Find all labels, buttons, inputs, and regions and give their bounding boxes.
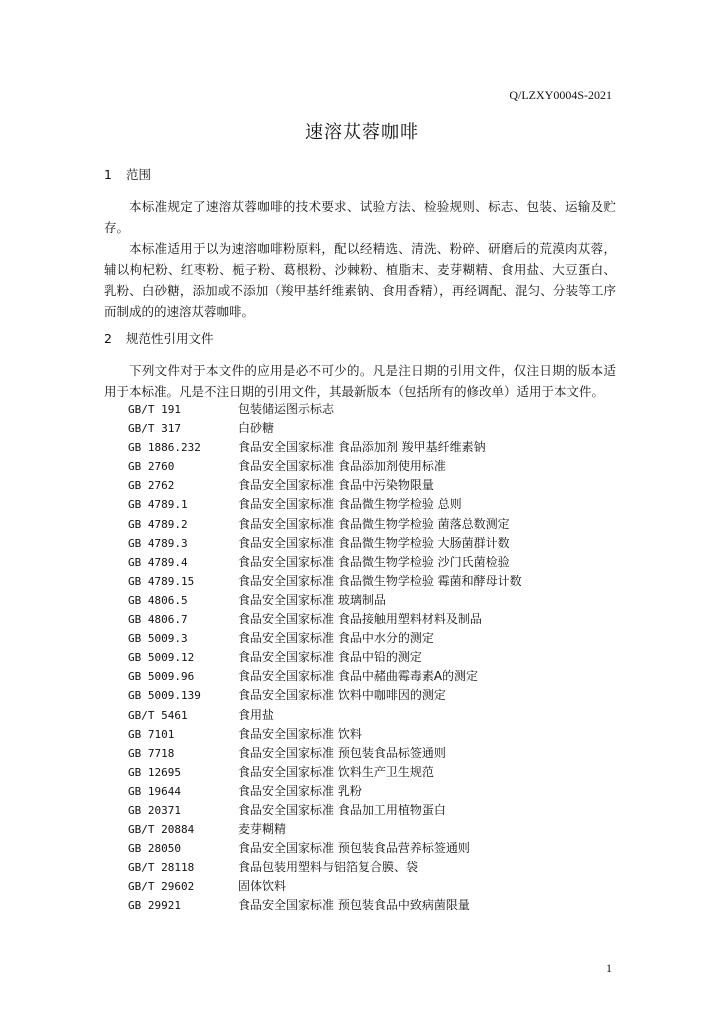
reference-name: 食品安全国家标准 预包装食品营养标签通则 [238, 841, 470, 856]
reference-item [128, 610, 522, 629]
reference-item [128, 648, 522, 667]
reference-item [128, 877, 522, 896]
reference-name: 食品安全国家标准 食品中水分的测定 [238, 631, 434, 646]
reference-item [128, 400, 522, 419]
scope-paragraph-2: 本标准适用于以为速溶咖啡粉原料，配以经精选、清洗、粉碎、研磨后的荒漠肉苁蓉，辅以枸杞粉、红枣粉、栀子粉、葛根粉、沙棘粉、植脂末、麦芽糊精、食用盐、大豆蛋白、乳粉、白砂糖，添加或不添加（羧甲基纤维素钠、食用香精），再经调配、混匀、分装等工序而制成的的速溶苁蓉咖啡。 [104, 241, 616, 319]
reference-code: GB/T 28118 [128, 861, 195, 875]
reference-item [128, 457, 522, 476]
reference-name: 包装储运图示标志 [238, 402, 335, 416]
reference-name: 食品安全国家标准 食品接触用塑料材料及制品 [238, 612, 482, 627]
reference-name: 食品安全国家标准 食品微生物学检验 总则 [238, 497, 462, 512]
reference-item [128, 476, 522, 495]
standard-code: Q/LZXY0004S-2021 [509, 88, 612, 102]
reference-item [128, 896, 522, 915]
reference-name: 食品安全国家标准 食品中污染物限量 [238, 478, 434, 493]
reference-name: 食品安全国家标准 预包装食品中致病菌限量 [238, 898, 470, 913]
reference-name: 食品安全国家标准 预包装食品标签通则 [238, 745, 446, 760]
reference-code: GB 2760 [128, 460, 175, 474]
reference-item [128, 858, 522, 877]
reference-item [128, 763, 522, 782]
reference-code: GB 4789.3 [128, 536, 188, 550]
reference-code: GB/T 191 [128, 403, 181, 416]
reference-item [128, 744, 522, 763]
reference-item [128, 419, 522, 438]
section-title: 范围 [125, 167, 151, 182]
reference-code: GB 12695 [128, 765, 181, 779]
reference-item [128, 839, 522, 858]
reference-name: 食用盐 [238, 707, 275, 722]
page-number: 1 [606, 961, 612, 975]
reference-code: GB 7718 [128, 746, 175, 760]
section-heading-scope [104, 165, 151, 183]
section-heading-references [104, 329, 214, 347]
reference-name: 麦芽糊精 [238, 822, 287, 837]
reference-name: 食品安全国家标准 饮料生产卫生规范 [238, 764, 434, 779]
reference-item [128, 572, 522, 591]
reference-name: 食品安全国家标准 食品添加剂使用标准 [238, 459, 446, 474]
reference-code: GB 4789.2 [128, 517, 188, 531]
reference-list [128, 400, 522, 916]
reference-item [128, 438, 522, 457]
reference-name: 食品包装用塑料与铝箔复合膜、袋 [238, 860, 419, 875]
document-title: 速溶苁蓉咖啡 [305, 122, 419, 143]
reference-code: GB 4806.7 [128, 613, 188, 627]
reference-code: GB 4789.1 [128, 498, 188, 512]
reference-name: 食品安全国家标准 食品微生物学检验 沙门氏菌检验 [238, 554, 510, 569]
reference-name: 食品安全国家标准 食品加工用植物蛋白 [238, 802, 446, 817]
reference-item [128, 495, 522, 514]
reference-item [128, 591, 522, 610]
reference-name: 食品安全国家标准 食品中赭曲霉毒素A的测定 [238, 669, 479, 684]
reference-name: 食品安全国家标准 玻璃制品 [238, 592, 386, 607]
reference-name: 食品安全国家标准 饮料 [238, 726, 362, 741]
reference-name: 食品安全国家标准 食品微生物学检验 大肠菌群计数 [238, 535, 510, 550]
reference-name: 食品安全国家标准 食品微生物学检验 霉菌和酵母计数 [238, 573, 522, 588]
reference-item [128, 686, 522, 705]
reference-name: 白砂糖 [238, 421, 275, 436]
scope-paragraph-1: 本标准规定了速溶苁蓉咖啡的技术要求、试验方法、检验规则、标志、包装、运输及贮存。 [104, 199, 616, 235]
reference-code: GB 29921 [128, 899, 181, 913]
section-number: 2 [104, 331, 112, 346]
reference-code: GB 5009.12 [128, 651, 195, 665]
reference-name: 固体饮料 [238, 879, 287, 894]
reference-code: GB 20371 [128, 803, 181, 817]
reference-code: GB 5009.3 [128, 632, 188, 646]
reference-code: GB 5009.139 [128, 689, 201, 703]
reference-code: GB 4789.15 [128, 574, 195, 588]
reference-item [128, 553, 522, 572]
reference-name: 食品安全国家标准 乳粉 [238, 783, 362, 798]
reference-code: GB 28050 [128, 842, 181, 856]
reference-item [128, 534, 522, 553]
section-title: 规范性引用文件 [125, 331, 214, 346]
reference-code: GB 19644 [128, 784, 181, 798]
reference-item [128, 515, 522, 534]
reference-code: GB 7101 [128, 727, 175, 741]
reference-name: 食品安全国家标准 饮料中咖啡因的测定 [238, 688, 446, 703]
reference-item [128, 801, 522, 820]
reference-code: GB/T 317 [128, 422, 181, 436]
reference-item [128, 820, 522, 839]
section-number: 1 [104, 167, 112, 182]
reference-item [128, 782, 522, 801]
reference-code: GB/T 5461 [128, 708, 188, 722]
reference-item [128, 725, 522, 744]
reference-code: GB 4789.4 [128, 555, 188, 569]
reference-code: GB 1886.232 [128, 441, 201, 455]
reference-code: GB 4806.5 [128, 593, 188, 607]
reference-code: GB 5009.96 [128, 670, 195, 684]
references-intro-paragraph: 下列文件对于本文件的应用是必不可少的。凡是注日期的引用文件，仅注日期的版本适用于本标准。凡是不注日期的引用文件，其最新版本（包括所有的修改单）适用于本文件。 [104, 363, 616, 399]
reference-code: GB 2762 [128, 479, 175, 493]
reference-item [128, 667, 522, 686]
reference-name: 食品安全国家标准 食品微生物学检验 菌落总数测定 [238, 516, 510, 531]
reference-code: GB/T 20884 [128, 823, 195, 837]
reference-item [128, 629, 522, 648]
reference-name: 食品安全国家标准 食品中铅的测定 [238, 650, 422, 665]
reference-name: 食品安全国家标准 食品添加剂 羧甲基纤维素钠 [238, 440, 486, 455]
reference-item [128, 706, 522, 725]
reference-code: GB/T 29602 [128, 880, 195, 894]
